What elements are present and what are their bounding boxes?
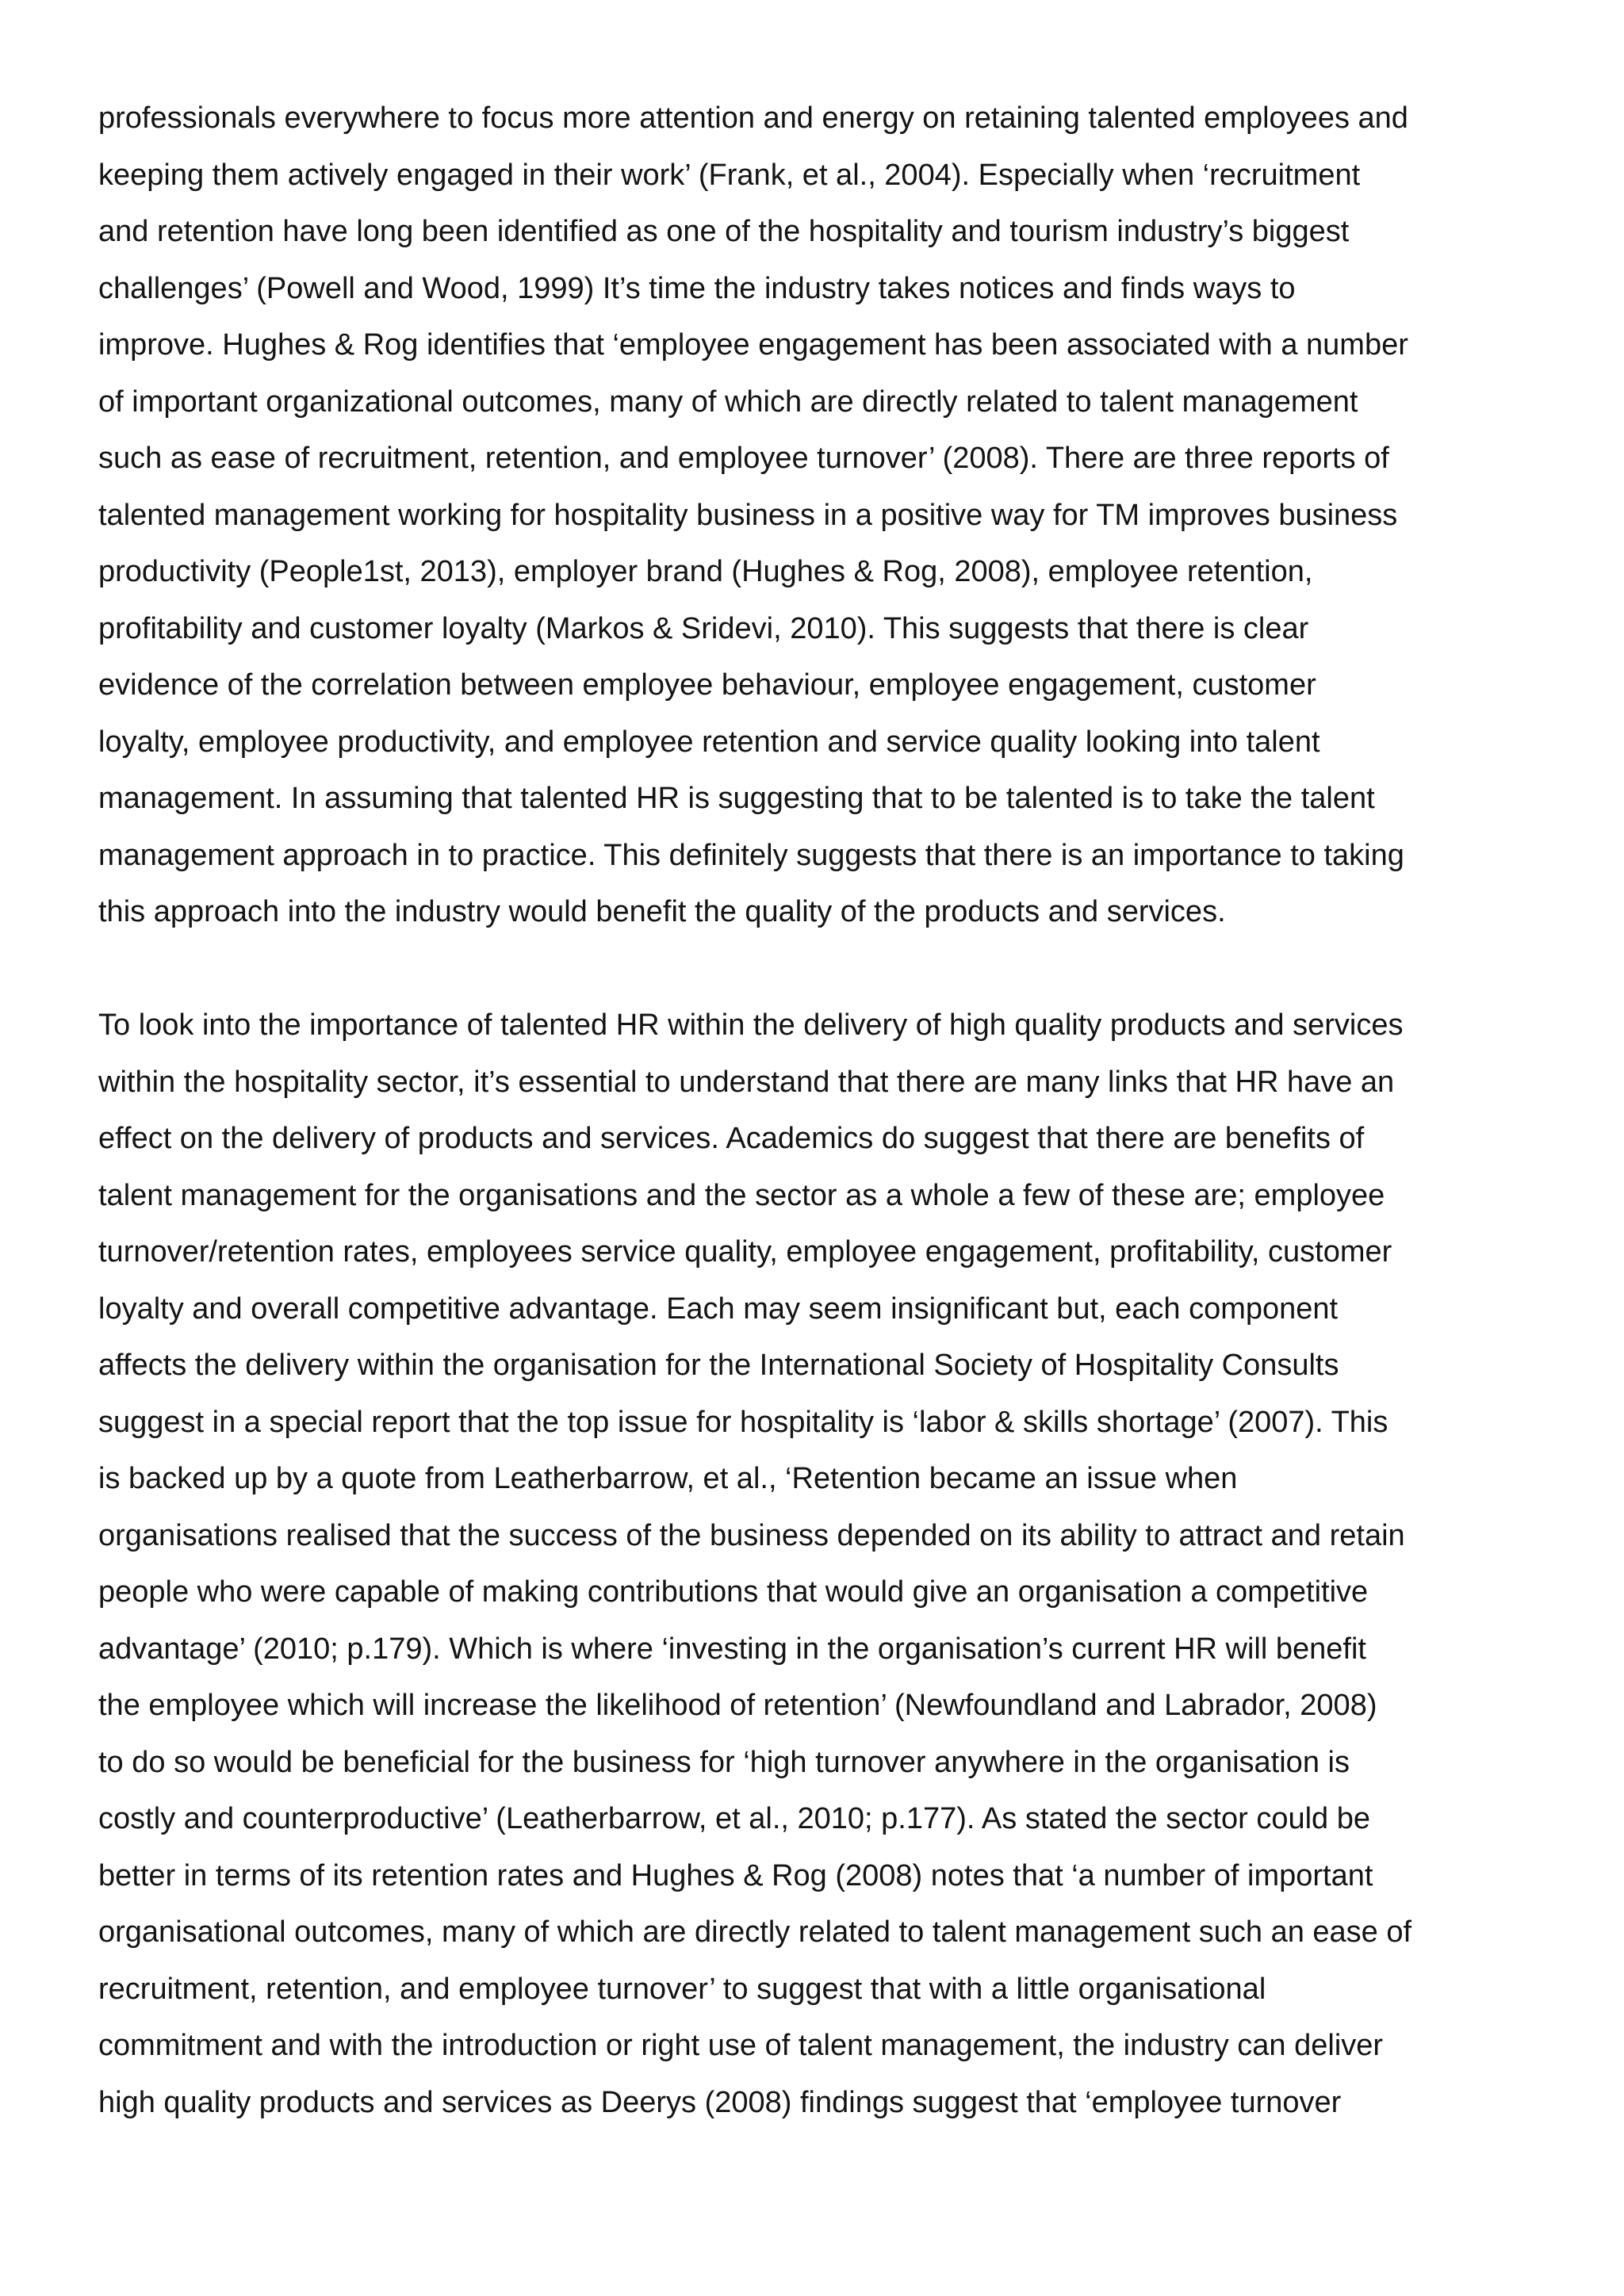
text-line: commitment and with the introduction or right use of talent management, the industry can deliver: [98, 2029, 1384, 2062]
text-line: advantage’ (2010; p.179). Which is where ‘investing in the organisation’s current HR will benefit: [98, 1632, 1366, 1666]
text-line: of important organizational outcomes, many of which are directly related to talent management: [98, 385, 1358, 419]
text-line: is backed up by a quote from Leatherbarrow, et al., ‘Retention became an issue when: [98, 1462, 1238, 1495]
text-line: talented management working for hospitality business in a positive way for TM improves business: [98, 498, 1398, 532]
text-line: costly and counterproductive’ (Leatherbarrow, et al., 2010; p.177). As stated the sector could be: [98, 1802, 1370, 1835]
paragraph-1: [98, 90, 1542, 941]
text-line: profitability and customer loyalty (Markos & Sridevi, 2010). This suggests that there is clear: [98, 611, 1309, 645]
text-line: evidence of the correlation between employee behaviour, employee engagement, customer: [98, 668, 1316, 702]
text-line: people who were capable of making contributions that would give an organisation a competitive: [98, 1575, 1369, 1609]
text-line: management approach in to practice. This definitely suggests that there is an importance to taking: [98, 838, 1404, 872]
text-line: organisations realised that the success of the business depended on its ability to attract and retain: [98, 1518, 1405, 1552]
paragraph-2: [98, 997, 1542, 2131]
text-line: suggest in a special report that the top issue for hospitality is ‘labor & skills shortage’ (2007). This: [98, 1405, 1388, 1439]
text-line: organisational outcomes, many of which are directly related to talent management such an ease of: [98, 1915, 1412, 1949]
text-line: this approach into the industry would benefit the quality of the products and services.: [98, 895, 1226, 928]
text-line: affects the delivery within the organisation for the International Society of Hospitality Consults: [98, 1349, 1339, 1382]
text-line: keeping them actively engaged in their work’ (Frank, et al., 2004). Especially when ‘recruitment: [98, 158, 1361, 192]
text-line: within the hospitality sector, it’s essential to understand that there are many links that HR have an: [98, 1065, 1395, 1099]
text-line: talent management for the organisations and the sector as a whole a few of these are; employee: [98, 1178, 1385, 1212]
text-line: to do so would be beneficial for the business for ‘high turnover anywhere in the organisation is: [98, 1745, 1350, 1779]
text-line: management. In assuming that talented HR is suggesting that to be talented is to take the talent: [98, 782, 1375, 815]
text-line: effect on the delivery of products and services. Academics do suggest that there are benefits of: [98, 1122, 1365, 1155]
text-line: loyalty and overall competitive advantage. Each may seem insignificant but, each component: [98, 1292, 1339, 1326]
text-line: better in terms of its retention rates and Hughes & Rog (2008) notes that ‘a number of important: [98, 1858, 1373, 1892]
text-line: To look into the importance of talented HR within the delivery of high quality products and services: [98, 1008, 1404, 1042]
text-line: the employee which will increase the likelihood of retention’ (Newfoundland and Labrador, 2008): [98, 1689, 1377, 1722]
text-line: challenges’ (Powell and Wood, 1999) It’s time the industry takes notices and finds ways to: [98, 271, 1296, 305]
text-line: professionals everywhere to focus more attention and energy on retaining talented employees and: [98, 101, 1408, 135]
text-line: recruitment, retention, and employee turnover’ to suggest that with a little organisational: [98, 1972, 1266, 2006]
text-line: and retention have long been identified as one of the hospitality and tourism industry’s biggest: [98, 215, 1350, 248]
text-line: improve. Hughes & Rog identifies that ‘employee engagement has been associated with a number: [98, 328, 1408, 362]
text-line: turnover/retention rates, employees service quality, employee engagement, profitability, customer: [98, 1235, 1392, 1269]
text-line: high quality products and services as Deerys (2008) findings suggest that ‘employee turnover: [98, 2085, 1342, 2119]
text-line: loyalty, employee productivity, and employee retention and service quality looking into talent: [98, 725, 1320, 759]
text-line: such as ease of recruitment, retention, and employee turnover’ (2008). There are three reports of: [98, 442, 1389, 475]
text-line: productivity (People1st, 2013), employer brand (Hughes & Rog, 2008), employee retention,: [98, 555, 1313, 588]
